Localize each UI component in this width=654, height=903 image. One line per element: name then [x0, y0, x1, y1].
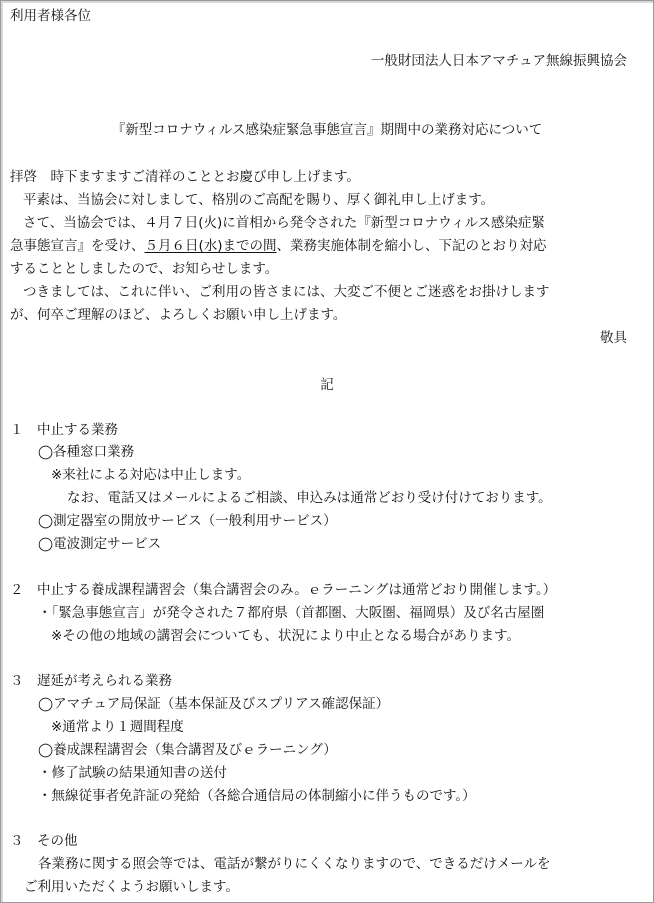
section-2-heading: ２ 中止する養成課程講習会（集合講習会のみ。ｅラーニングは通常どおり開催します。） — [10, 582, 557, 598]
body-line-6: つきましては、これに伴い、ご利用の皆さまには、大変ご不便とご迷惑をお掛けします — [23, 284, 550, 300]
section-1-note: ※来社による対応は中止します。 — [51, 467, 251, 483]
section-2-note: ※その他の地域の講習会についても、状況により中止となる場合があります。 — [51, 628, 520, 644]
section-1-note-2: なお、電話又はメールによるご相談、申込みは通常どおり受け付けております。 — [67, 490, 552, 506]
section-1-item-a: ◯各種窓口業務 — [38, 444, 135, 460]
section-3-heading: ３ 遅延が考えられる業務 — [10, 673, 172, 689]
section-3-item-a: ◯アマチュア局保証（基本保証及びスプリアス確認保証） — [38, 696, 390, 712]
section-3-note: ※通常より１週間程度 — [51, 719, 184, 735]
body-line-4 — [10, 237, 653, 255]
document-title: 『新型コロナウィルス感染症緊急事態宣言』期間中の業務対応について — [111, 122, 543, 138]
ki-heading: 記 — [320, 377, 334, 393]
body-line-5: することとしましたので、お知らせします。 — [10, 261, 279, 277]
section-2-item-a: ・「緊急事態宣言」が発令された７都府県（首都圏、大阪圏、福岡県）及び名古屋圏 — [38, 605, 545, 621]
body-line-1: 拝啓 時下ますますご清祥のこととお慶び申し上げます。 — [10, 169, 360, 185]
section-3-item-b: ◯養成課程講習会（集合講習及びｅラーニング） — [38, 742, 337, 758]
deadline-underlined: ５月６日(水)までの間 — [144, 238, 277, 254]
body-line-7: が、何卒ご理解のほど、よろしくお願い申し上げます。 — [10, 307, 347, 323]
body-line-2: 平素は、当協会に対しまして、格別のご高配を賜り、厚く御礼申し上げます。 — [23, 192, 495, 208]
section-3-item-c: ・修了試験の結果通知書の送付 — [38, 765, 227, 781]
body-line-4-end: 、業務実施体制を縮小し、下記のとおり対応 — [276, 238, 547, 254]
section-1-item-c: ◯電波測定サービス — [38, 536, 162, 552]
addressee: 利用者様各位 — [10, 8, 91, 24]
closing-keigu: 敬具 — [600, 330, 627, 346]
body-line-4-start: 急事態宣言』を受け、 — [10, 238, 145, 254]
section-1-heading: １ 中止する業務 — [10, 422, 118, 438]
section-4-line-2: ご利用いただくようお願いします。 — [24, 879, 239, 895]
section-1-item-b: ◯測定器室の開放サービス（一般利用サービス） — [38, 513, 337, 529]
section-4-heading: ３ その他 — [10, 833, 78, 849]
sender: 一般財団法人日本アマチュア無線振興協会 — [370, 53, 627, 69]
section-4-line-1: 各業務に関する照会等では、電話が繋がりにくくなりますので、できるだけメールを — [38, 856, 551, 872]
body-line-3: さて、当協会では、４月７日(火)に首相から発令された『新型コロナウィルス感染症緊 — [23, 215, 546, 231]
section-3-item-d: ・無線従事者免許証の発給（各総合通信局の体制縮小に伴うものです。） — [38, 788, 476, 804]
